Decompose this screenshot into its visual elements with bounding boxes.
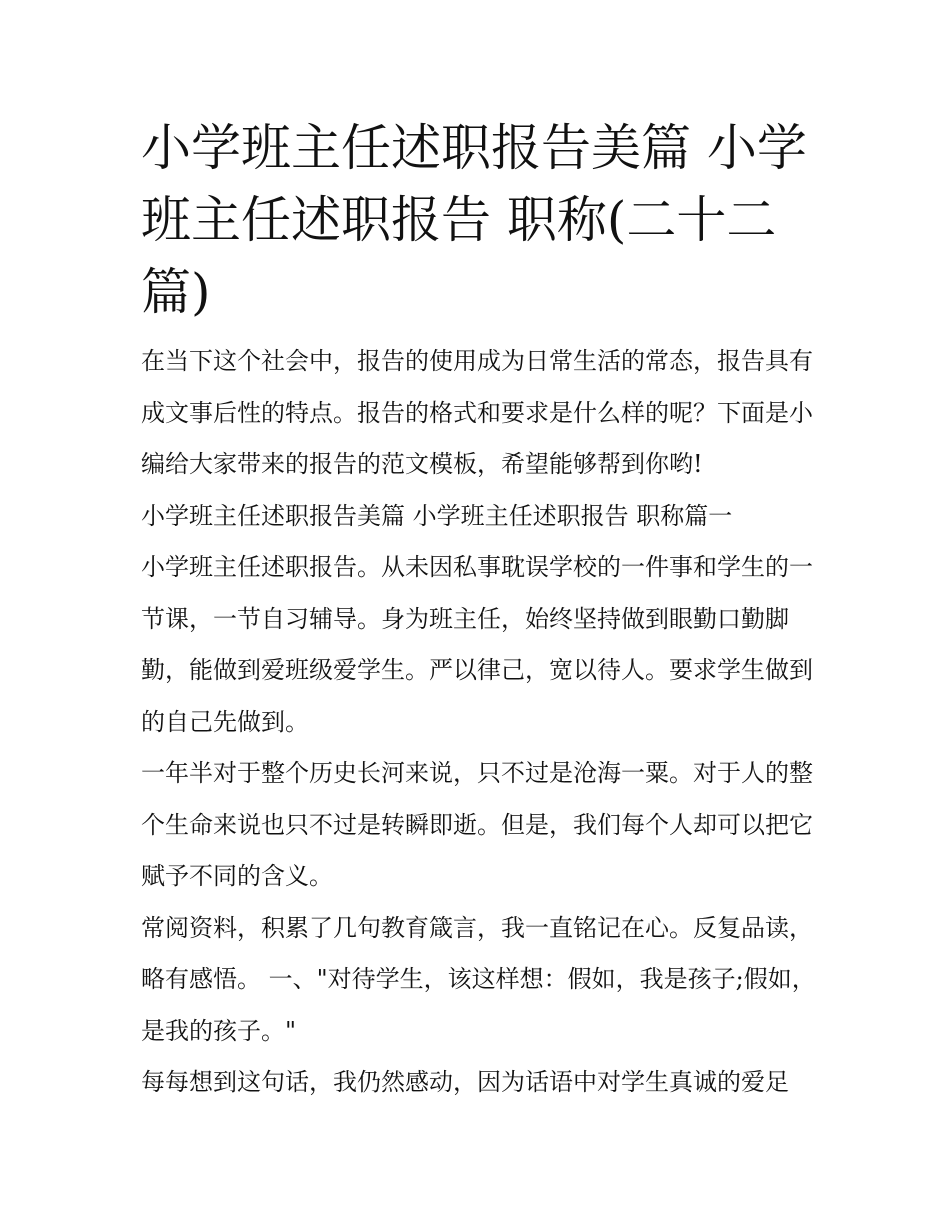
intro-paragraph: 在当下这个社会中，报告的使用成为日常生活的常态，报告具有成文事后性的特点。报告的格式和要求是什么样的呢？下面是小编给大家带来的报告的范文模板，希望能够帮到你哟!: [141, 347, 813, 478]
title-line-2: 班主任述职报告 职称(二十二: [141, 191, 777, 249]
body-paragraph-2: 一年半对于整个历史长河来说，只不过是沧海一粟。对于人的整个生命来说也只不过是转瞬即逝。但是，我们每个人却可以把它赋予不同的含义。: [141, 759, 813, 890]
section-heading: 小学班主任述职报告美篇 小学班主任述职报告 职称篇一: [141, 501, 733, 530]
body-paragraph-1: 小学班主任述职报告。从未因私事耽误学校的一件事和学生的一节课，一节自习辅导。身为班主任，始终坚持做到眼勤口勤脚勤，能做到爱班级爱学生。严以律己，宽以待人。要求学生做到的自己先做到。: [141, 553, 813, 736]
title-line-1: 小学班主任述职报告美篇 小学: [141, 119, 807, 177]
body-paragraph-3: 常阅资料，积累了几句教育箴言，我一直铭记在心。反复品读，略有感悟。 一、"对待学生，该这样想：假如，我是孩子;假如，是我的孩子。": [141, 913, 816, 1045]
document-title: [141, 112, 821, 328]
title-line-3: 篇): [141, 263, 211, 321]
document-page: [141, 112, 821, 1109]
body-paragraph-4: 每每想到这句话，我仍然感动，因为话语中对学生真诚的爱足: [141, 1068, 789, 1096]
